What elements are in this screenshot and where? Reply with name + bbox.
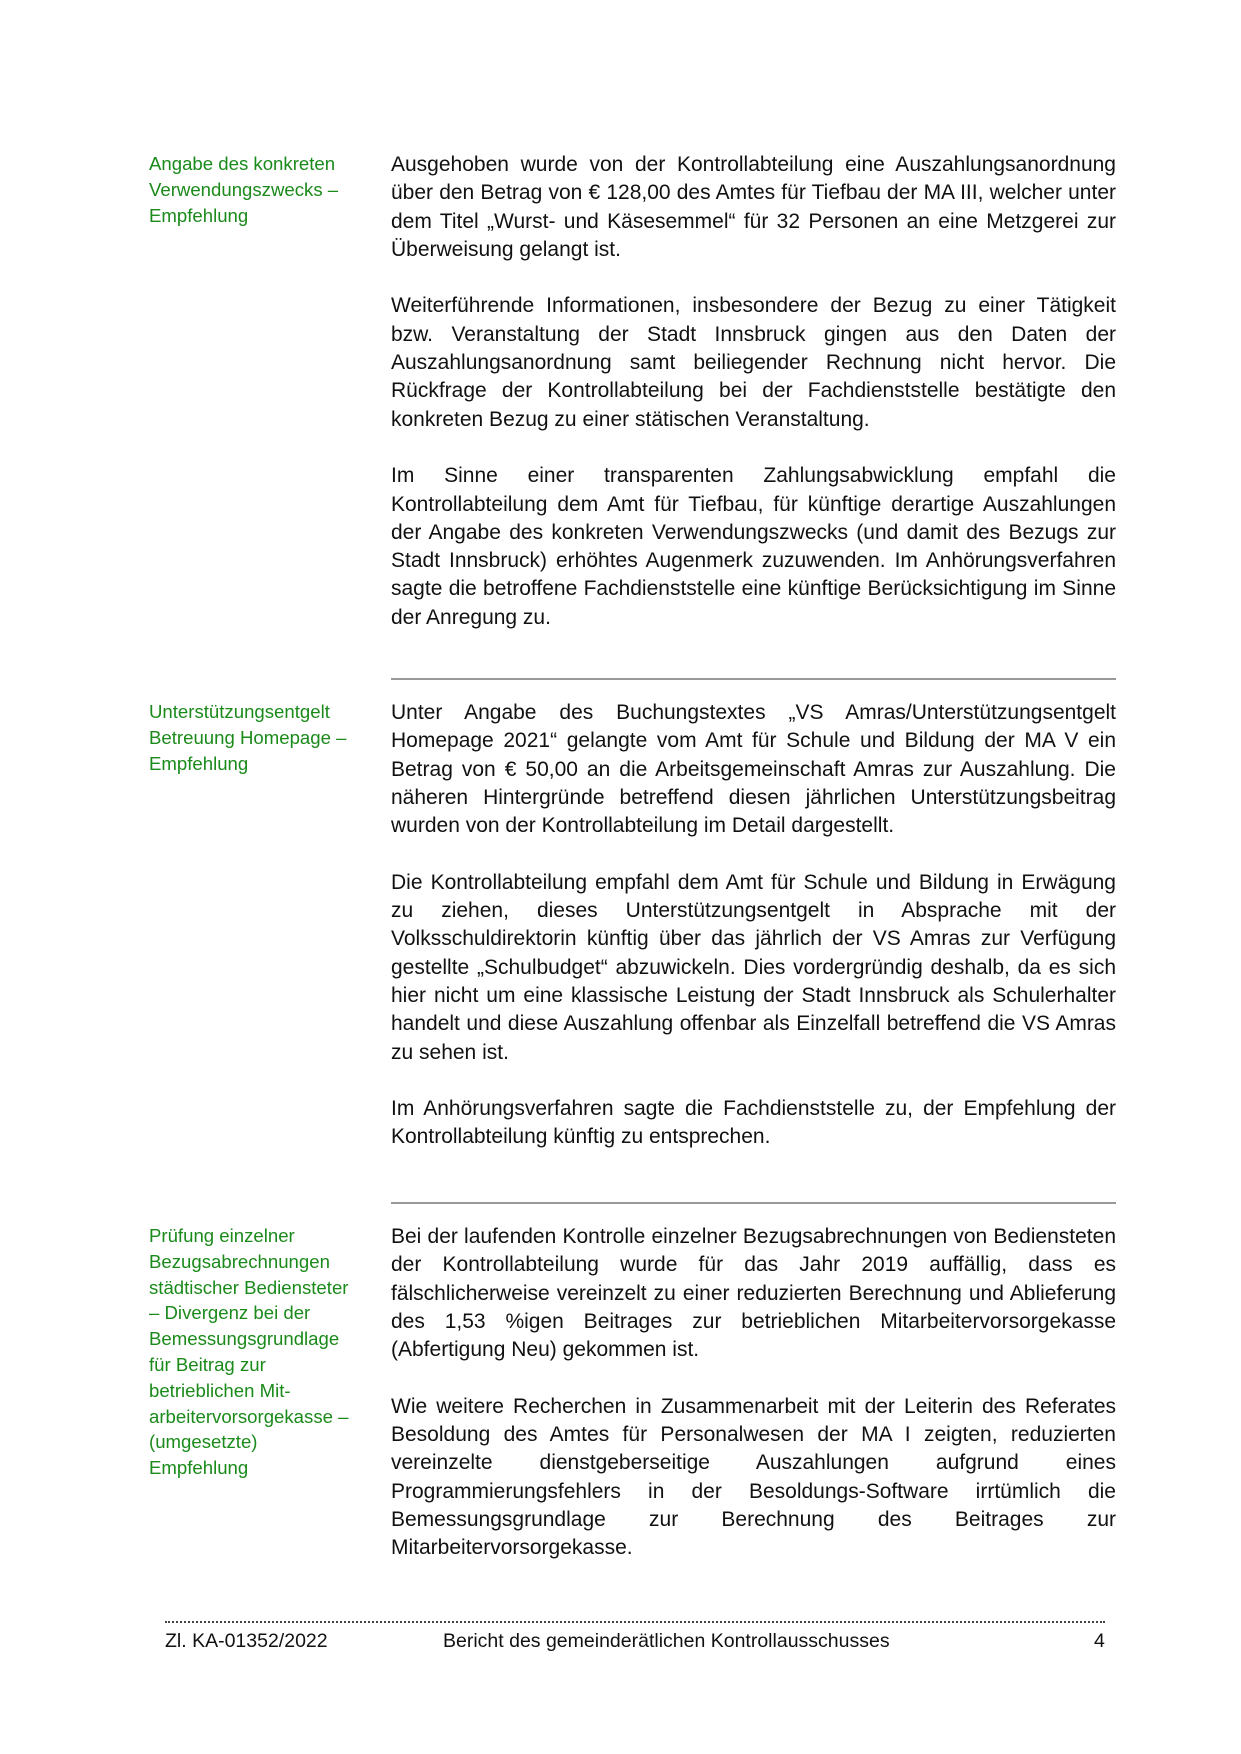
paragraph: Unter Angabe des Buchungstextes „VS Amras/Unterstützungsentgelt Homepage 2021“ gelangte vom Amt für Schule und Bildung der MA V ein Betrag von € 50,00 an die Arbeitsgemeinschaft Amras zur Auszahlung. Die näheren Hintergründe betreffend diesen jährlichen Unterstützungsbeitrag wurden von der Kontrollabteilung im Detail dargestellt. <box>391 701 1116 838</box>
margin-heading-line: Betreuung Homepage – <box>149 726 347 748</box>
page-number: 4 <box>1094 1630 1105 1652</box>
paragraph: Im Anhörungsverfahren sagte die Fachdienststelle zu, der Empfehlung der Kontrollabteilung künftig zu entsprechen. <box>391 1097 1116 1149</box>
section-body <box>391 151 1116 660</box>
footer-reference: Zl. KA-01352/2022 <box>165 1630 328 1652</box>
section-divider <box>391 678 1116 680</box>
footer-divider <box>165 1621 1105 1623</box>
margin-heading-line: Empfehlung <box>149 204 249 226</box>
paragraph: Weiterführende Informationen, insbesondere der Bezug zu einer Tätigkeit bzw. Veranstaltung der Stadt Innsbruck gingen aus den Daten der Auszahlungsanordnung samt beiliegender Rechnung nicht hervor. Die Rückfrage der Kontrollabteilung bei der Fachdienststelle bestätigte den konkreten Bezug zu einer stätischen Veranstaltung. <box>391 294 1116 431</box>
margin-heading-line: Empfehlung <box>149 752 249 774</box>
paragraph: Bei der laufenden Kontrolle einzelner Bezugsabrechnungen von Bediensteten der Kontrollabteilung wurde für das Jahr 2019 auffällig, dass es fälschlicherweise vereinzelt zu einer reduzierten Berechnung und Ablieferung des 1,53 %igen Beitrages zur betrieblichen Mitarbeitervorsorgekasse (Abfertigung Neu) gekommen ist. <box>391 1225 1116 1362</box>
margin-heading-line: für Beitrag zur <box>149 1353 266 1375</box>
section-divider <box>391 1202 1116 1204</box>
margin-heading <box>149 699 374 776</box>
margin-heading-line: Empfehlung <box>149 1457 249 1479</box>
margin-heading-line: Unterstützungsentgelt <box>149 701 330 722</box>
footer-title: Bericht des gemeinderätlichen Kontrollausschusses <box>443 1630 890 1652</box>
margin-heading-line: Verwendungszwecks – <box>149 178 339 200</box>
margin-heading-line: (umgesetzte) <box>149 1431 258 1453</box>
margin-heading-line: – Divergenz bei der <box>149 1302 311 1324</box>
margin-heading-line: Angabe des konkreten <box>149 153 336 174</box>
paragraph: Die Kontrollabteilung empfahl dem Amt für Schule und Bildung in Erwägung zu ziehen, dieses Unterstützungsentgelt in Absprache mit der Volksschuldirektorin künftig über das jährlich der VS Amras zur Verfügung gestellte „Schulbudget“ abzuwickeln. Dies vordergründig deshalb, da es sich hier nicht um eine klassische Leistung der Stadt Innsbruck als Schulerhalter handelt und diese Auszahlung offenbar als Einzelfall betreffend die VS Amras zu sehen ist. <box>391 870 1116 1064</box>
margin-heading-line: Bezugsabrechnungen <box>149 1250 330 1272</box>
section-body <box>391 699 1116 1180</box>
paragraph: Wie weitere Recherchen in Zusammenarbeit mit der Leiterin des Referates Besoldung des Amtes für Personalwesen der MA I zeigten, reduzierten vereinzelte dienstgeberseitige Auszahlungen aufgrund eines Programmierungsfehlers in der Besoldungs-Software irrtümlich die Bemessungsgrundlage zur Berechnung des Beitrages zur Mitarbeitervorsorgekasse. <box>391 1394 1116 1560</box>
paragraph: Ausgehoben wurde von der Kontrollabteilung eine Auszahlungsanordnung über den Betrag von € 128,00 des Amtes für Tiefbau der MA III, welcher unter dem Titel „Wurst- und Käsesemmel“ für 32 Personen an eine Metzgerei zur Überweisung gelangt ist. <box>391 153 1116 261</box>
section-body <box>391 1223 1116 1591</box>
margin-heading <box>149 151 374 228</box>
margin-heading-line: städtischer Bediensteter <box>149 1276 349 1298</box>
margin-heading-line: betrieblichen Mit- <box>149 1379 291 1401</box>
margin-heading-line: arbeitervorsorgekasse – <box>149 1405 349 1427</box>
margin-heading-line: Bemessungsgrundlage <box>149 1328 340 1350</box>
margin-heading <box>149 1223 374 1481</box>
paragraph: Im Sinne einer transparenten Zahlungsabwicklung empfahl die Kontrollabteilung dem Amt für Tiefbau, für künftige derartige Auszahlungen der Angabe des konkreten Verwendungszwecks (und damit des Bezugs zur Stadt Innsbruck) erhöhtes Augenmerk zuzuwenden. Im Anhörungsverfahren sagte die betroffene Fachdienststelle eine künftige Berücksichtigung im Sinne der Anregung zu. <box>391 464 1116 629</box>
margin-heading-line: Prüfung einzelner <box>149 1225 295 1246</box>
